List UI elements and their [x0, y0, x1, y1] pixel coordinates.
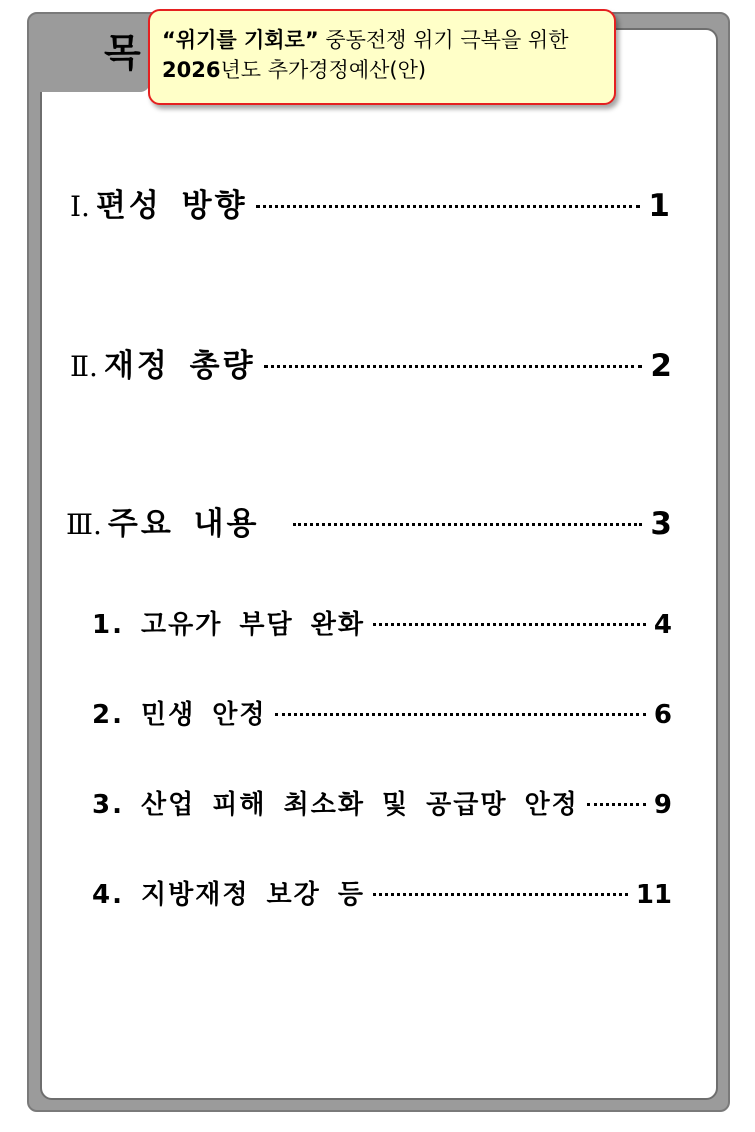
title-banner — [148, 9, 616, 105]
banner-line-2 — [162, 55, 614, 85]
toc-entry-number: Ⅲ. — [66, 508, 102, 541]
toc-entry-title: 주요 내용 — [107, 506, 260, 542]
banner-title: 년도 추가경정예산(안) — [220, 58, 427, 82]
toc-subentry-title: 2. 민생 안정 — [92, 700, 267, 730]
toc-subentry-1[interactable] — [92, 604, 672, 641]
toc-entry-2[interactable] — [70, 340, 672, 385]
toc-subentry-page: 9 — [653, 790, 672, 820]
toc-subentry-page: 11 — [635, 880, 672, 910]
toc-entry-number: Ⅰ. — [70, 190, 90, 223]
dot-leader — [373, 893, 628, 896]
toc-subentry-4[interactable] — [92, 874, 672, 911]
banner-year: 2026 — [162, 58, 221, 82]
toc-entry-page: 2 — [650, 348, 672, 384]
toc-subentry-title: 1. 고유가 부담 완화 — [92, 610, 365, 640]
toc-entry-number: Ⅱ. — [70, 350, 98, 383]
dot-leader — [275, 713, 646, 716]
toc-subentry-page: 6 — [653, 700, 672, 730]
toc-subentry-title: 3. 산업 피해 최소화 및 공급망 안정 — [92, 790, 579, 820]
dot-leader — [264, 365, 643, 368]
toc-subentry-title: 4. 지방재정 보강 등 — [92, 880, 365, 910]
dot-leader — [256, 205, 641, 208]
dot-leader — [293, 523, 642, 526]
toc-entry-page: 3 — [650, 506, 672, 542]
banner-quote: “위기를 기회로” — [162, 28, 319, 52]
toc-subentry-3[interactable] — [92, 784, 672, 821]
toc-subentry-2[interactable] — [92, 694, 672, 731]
dot-leader — [373, 623, 646, 626]
toc-entry-title: 편성 방향 — [95, 188, 248, 224]
banner-subtitle: 중동전쟁 위기 극복을 위한 — [318, 28, 569, 52]
toc-entry-title: 재정 총량 — [103, 348, 256, 384]
toc-entry-3[interactable] — [66, 498, 672, 543]
page-heading: 목 — [104, 31, 142, 75]
dot-leader — [587, 803, 646, 806]
toc-entry-1[interactable] — [70, 180, 670, 225]
toc-subentry-page: 4 — [653, 610, 672, 640]
toc-entry-page: 1 — [648, 188, 670, 224]
banner-line-1 — [162, 25, 614, 55]
